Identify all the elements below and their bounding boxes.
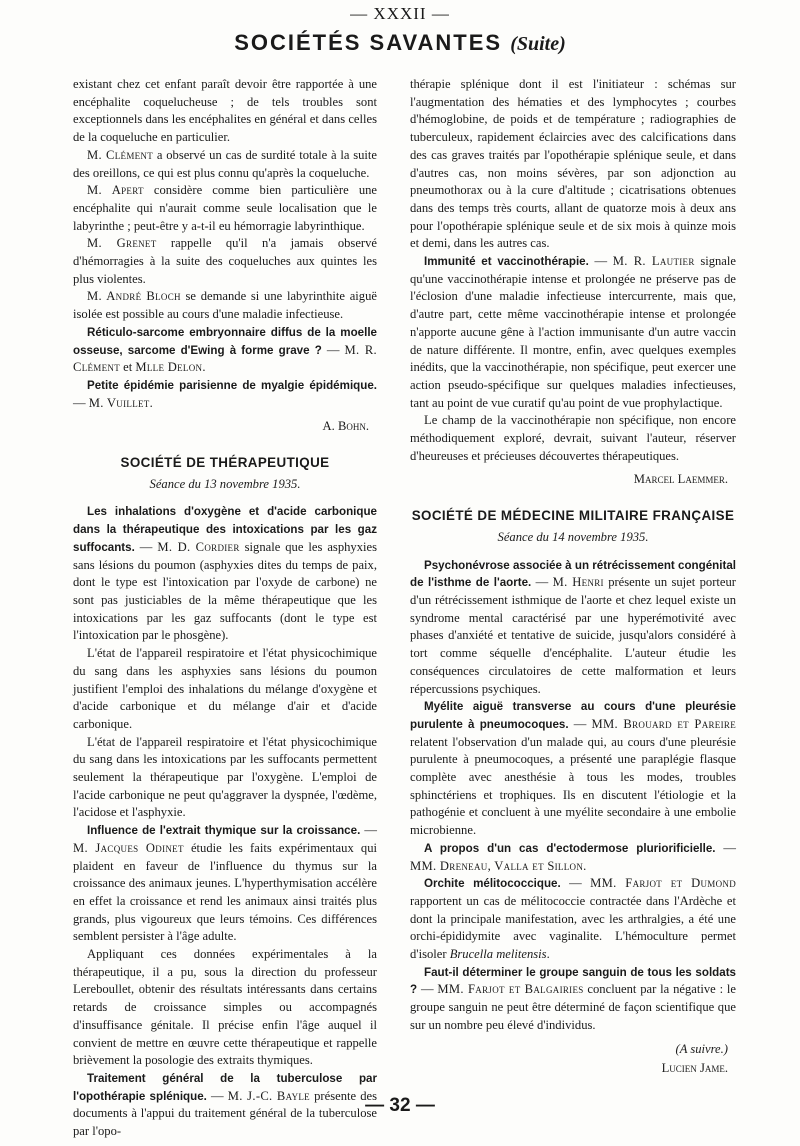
- author-name: Mlle Delon: [135, 360, 203, 375]
- signature: Marcel Laemmer.: [633, 472, 728, 487]
- running-head: [0, 30, 800, 56]
- dash: —: [588, 254, 613, 269]
- conjunction: et: [120, 360, 136, 375]
- paragraph-text: relatent l'observation d'un malade qui, au cours d'une pleurésie purulente à pneumocoques, a présenté une paraplégie flasque complète avec anesthésie à tous les modes, troubles sphinctériens et trophiques. Ils en discutent l'étiologie et la pathogénie et concluent à une myélite secondaire à une embolie microbienne.: [410, 734, 736, 838]
- abstract: [410, 840, 736, 875]
- author-name: M. Grenet: [87, 236, 157, 251]
- author-name: M. Henri: [552, 575, 604, 590]
- dash: —: [134, 539, 158, 554]
- dash: —: [531, 575, 553, 590]
- dash: —: [360, 823, 377, 838]
- paragraph: thérapie splénique dont il est l'initiateur : schémas sur l'augmentation des hématies et des lymphocytes ; courbes d'hémoglobine, de poids et de température ; radiographies de tuberculeux, rapidement éclaircies avec des calcifications dans des cas graves traités par l'opothérapie splénique seule, et dans d'autres cas, non moins sévères, par son adjonction au pneumothorax ou à la cure d'altitude ; cicatrisations obtenues dans des temps très courts, allant de quatorze mois à deux ans pour l'opothérapie splénique seule et de six mois à quinze mois et demi, dans les autres cas.: [410, 77, 736, 251]
- abstract-title: Traitement général de la tuberculose par l'opothérapie splénique.: [73, 1071, 377, 1103]
- abstract-title: Réticulo-sarcome embryonnaire diffus de la moelle osseuse, sarcome d'Ewing à forme grave ?: [73, 325, 377, 357]
- period: .: [583, 858, 587, 873]
- abstract-title: Psychonévrose associée à un rétrécissement congénital de l'isthme de l'aorte.: [410, 558, 736, 590]
- section-date: Séance du 13 novembre 1935.: [149, 476, 301, 491]
- abstract: [410, 875, 736, 964]
- abstract-title: Les inhalations d'oxygène et d'acide carbonique dans la thérapeutique des intoxications par les gaz suffocants.: [73, 505, 377, 554]
- paragraph-text: rappelle qu'il n'a jamais observé d'hémorragies à la suite des coqueluches aux quintes les plus violentes.: [73, 236, 377, 286]
- section-title: SOCIÉTÉ DE MÉDECINE MILITAIRE FRANÇAISE: [411, 508, 735, 524]
- abstract: [410, 964, 736, 1035]
- abstract: [73, 377, 377, 412]
- paragraph-text: a observé un cas de surdité totale à la suite des oreillons, ce qui est plus connu qu'après la coqueluche.: [73, 147, 378, 180]
- period: .: [202, 360, 206, 375]
- species-name: Brucella melitensis: [449, 947, 547, 962]
- left-column: [73, 76, 377, 1141]
- dash: —: [715, 840, 736, 855]
- author-name: M. Jacques Odinet: [73, 840, 184, 855]
- paragraph: Appliquant ces données expérimentales à la thérapeutique, il a pu, sous la direction du professeur Lereboullet, obtenir des résultats intéressants dans certains retards de croissance simples ou accompagnés d'insuffisance génitale. Il précise enfin l'âge auquel il convient de mettre en œuvre cette thérapeutique et rappelle brièvement la posologie des extraits thymiques.: [73, 947, 377, 1068]
- abstract: [73, 324, 377, 377]
- abstract-title: Influence de l'extrait thymique sur la croissance.: [87, 824, 361, 838]
- author-name: M. Apert: [87, 183, 144, 198]
- paragraph-text: rapportent un cas de mélitococcie contractée dans l'Ardèche et dont la principale manifestation, avec les arthralgies, a été une orchi-épididymite avec vaginalite. L'hémoculture permet d'isoler: [410, 893, 736, 962]
- abstract-title: A propos d'un cas d'ectodermose pluriorificielle.: [424, 841, 716, 855]
- paragraph-text: présente des documents à l'appui du traitement général de la tuberculose par l'opo-: [73, 1088, 378, 1139]
- abstract: [410, 557, 736, 699]
- section-date: Séance du 14 novembre 1935.: [497, 529, 649, 544]
- paragraph: [73, 182, 377, 235]
- dash: —: [568, 716, 592, 731]
- abstract-title: Immunité et vaccinothérapie.: [424, 255, 589, 269]
- abstract-title: Myélite aiguë transverse au cours d'une pleurésie purulente à pneumocoques.: [410, 700, 736, 731]
- signature: Lucien Jame.: [661, 1061, 728, 1076]
- author-name: M. D. Cordier: [157, 539, 240, 554]
- author-name: M. J.-C. Bayle: [227, 1088, 310, 1103]
- author-name: MM. Farjot et Dumond: [590, 876, 736, 891]
- author-name: MM. Brouard et Pareire: [591, 716, 736, 731]
- abstract: [73, 822, 377, 946]
- abstract-title: Orchite mélitococcique.: [424, 877, 561, 891]
- paragraph: L'état de l'appareil respiratoire et l'état physicochimique du sang dans les asphyxies sans lésions du poumon justifient l'emploi des inhalations du mélange d'oxygène et d'acide carbonique et du mélange d'air et d'acide carbonique.: [73, 646, 377, 731]
- author-name: M. R. Lautier: [612, 254, 695, 269]
- paragraph: [73, 147, 377, 182]
- paragraph-text: concluent par la négative : le groupe sanguin ne peut être déterminé de façon scientifique que sur un nombre peu élevé d'individus.: [410, 982, 737, 1032]
- paragraph: [73, 235, 377, 288]
- right-column: [410, 76, 736, 1082]
- abstract: [73, 503, 377, 645]
- abstract: [410, 253, 736, 412]
- paragraph: L'état de l'appareil respiratoire et l'état physicochimique du sang dans les intoxications par les suffocants permettent seulement la thérapeutique par l'oxygène. L'emploi de l'acide carbonique ne peut qu'aggraver la dyspnée, l'œdème, l'acidose et l'asphyxie.: [73, 734, 377, 820]
- dash: —: [417, 982, 438, 997]
- author-name: MM. Dreneau, Valla et Sillon: [410, 858, 584, 873]
- signature: A. Bohn.: [322, 419, 369, 434]
- to-be-continued: (A suivre.): [675, 1041, 728, 1056]
- paragraph-text: se demande si une labyrinthite aiguë isolée est possible au cours d'une maladie infectieuse.: [73, 289, 377, 322]
- author-name: M. Vuillet: [88, 395, 150, 410]
- dash: —: [73, 395, 89, 410]
- paragraph-text: présente un sujet porteur d'un rétrécissement isthmique de l'aorte et chez lequel existe un syndrome mental caractérisé par une hyperémotivité avec phases d'anxiété et tentative de suicide, jusqu'alors considéré à tort comme séquelle d'encéphalite. L'auteur étudie les conséquences circulatoires de cette malformation et leurs répercussions psychiques.: [410, 575, 736, 696]
- paragraph-text: signale qu'une vaccinothérapie intense et prolongée ne préserve pas de l'éclosion d'une maladie infectieuse intercurrente, mais que, d'autre part, cette même vaccinothérapie intense et prolongée n'apporte aucune gêne à l'action immunisante d'un autre vaccin de nature différente. Il montre, enfin, avec quelques exemples inédits, que la vaccinothérapie, non spécifique, peut exercer une action pseudo-spécifique sur quelques maladies infectieuses, tant au point de vue curatif qu'au point de vue prophylactique.: [410, 254, 736, 410]
- author-name: M. Clément: [87, 147, 154, 162]
- author-name: M. R. Clément: [73, 342, 378, 375]
- paragraph-text: signale que les asphyxies sans lésions du poumon (asphyxies dites du temps de paix, dont le type est l'intoxication par l'oxyde de carbone) ne sont pas justiciables de la même thérapeutique que les intoxications par les gaz suffocants (dont le type est l'intoxication par le phosgène).: [73, 539, 378, 643]
- paragraph: existant chez cet enfant paraît devoir être rapportée à une encéphalite coquelucheuse ; de tels troubles sont exceptionnels dans les encéphalites en général et dans celles de la coqueluche en particulier.: [73, 77, 377, 145]
- abstract: [410, 698, 736, 840]
- page-number: — 32 —: [365, 1095, 435, 1116]
- section-title: SOCIÉTÉ DE THÉRAPEUTIQUE: [120, 455, 330, 471]
- dash: —: [560, 876, 591, 891]
- running-head-title: SOCIÉTÉS SAVANTES: [234, 30, 503, 55]
- period: .: [149, 395, 153, 410]
- roman-page-number: — XXXII —: [350, 4, 450, 23]
- paragraph-text: considère comme bien particulière une encéphalite qui n'aurait comme seule localisation que le labyrinthe ; peut-être y a-t-il eu hémorragie labyrinthique.: [73, 183, 378, 233]
- dash: —: [321, 342, 345, 357]
- paragraph: [73, 288, 377, 323]
- period: .: [546, 947, 550, 962]
- running-head-suffix: (Suite): [510, 33, 566, 55]
- abstract-title: Petite épidémie parisienne de myalgie épidémique.: [87, 378, 377, 392]
- paragraph: Le champ de la vaccinothérapie non spécifique, non encore méthodiquement exploré, devrait, suivant l'auteur, réserver d'heureuses et précieuses découvertes thérapeutiques.: [410, 413, 736, 463]
- author-name: MM. Farjot et Balgairies: [437, 982, 584, 997]
- abstract-title: Faut-il déterminer le groupe sanguin de tous les soldats ?: [410, 965, 736, 997]
- dash: —: [206, 1088, 228, 1103]
- paragraph-text: étudie les faits expérimentaux qui plaident en faveur de l'influence du thymus sur la croissance des animaux jeunes. L'hyperthymisation accélère en effet la croissance et rend les animaux ainsi traités plus grands, plus vigoureux que leurs témoins. Ces différences semblent persister à l'âge adulte.: [73, 840, 378, 944]
- author-name: M. André Bloch: [87, 289, 181, 304]
